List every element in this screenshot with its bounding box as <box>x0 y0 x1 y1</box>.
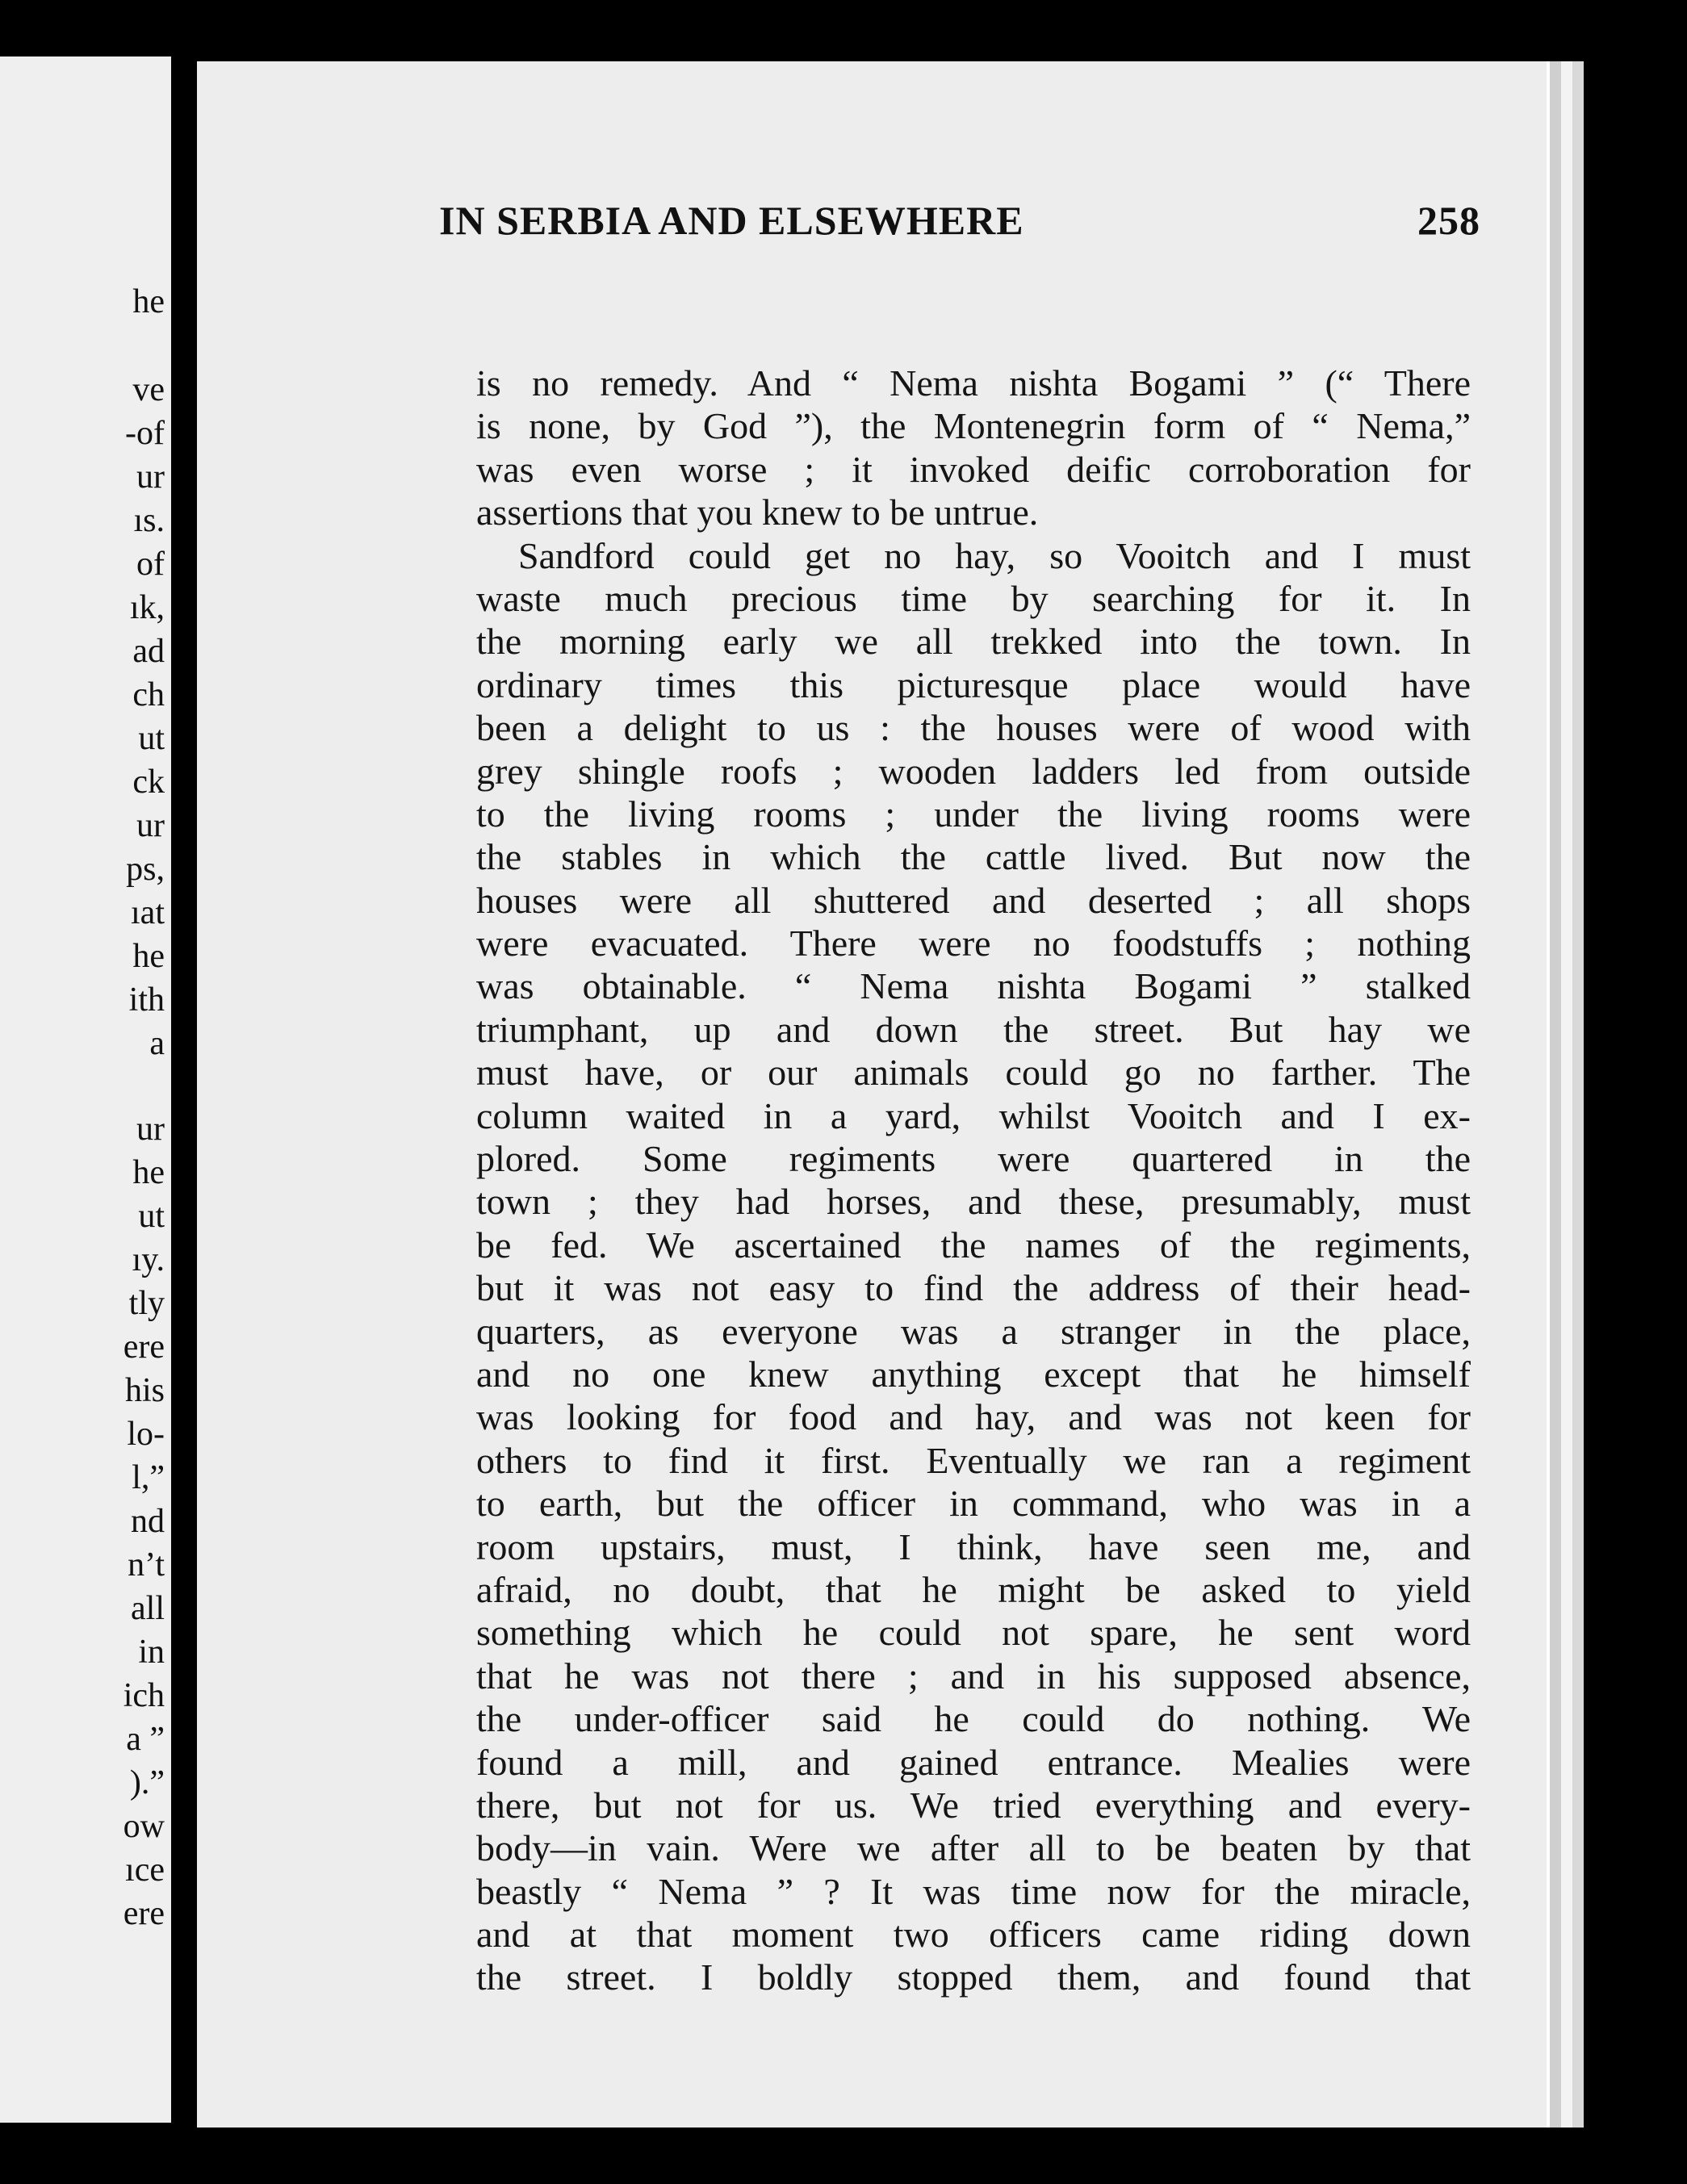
text-line: afraid, no doubt, that he might be asked to yield <box>476 1568 1471 1610</box>
text-line: to the living rooms ; under the living rooms were <box>476 793 1471 835</box>
right-page <box>197 61 1550 2128</box>
text-line: assertions that you knew to be untrue. <box>476 492 1039 533</box>
text-line: column waited in a yard, whilst Vooitch and I ex- <box>476 1094 1471 1136</box>
left-page-text: all <box>131 1590 165 1627</box>
left-page-text: ut <box>138 720 165 757</box>
left-page-text: ıce <box>125 1851 165 1889</box>
left-page-text: tly <box>128 1285 165 1322</box>
text-line: be fed. We ascertained the names of the regiments, <box>476 1224 1471 1266</box>
text-line: were evacuated. There were no foodstuffs ; nothing <box>476 923 1471 964</box>
text-line: to earth, but the officer in command, who was in a <box>476 1483 1471 1525</box>
text-line: room upstairs, must, I think, have seen me, and <box>476 1525 1471 1567</box>
left-page-text: ith <box>128 981 165 1019</box>
text-line: was even worse ; it invoked deific corroboration for <box>476 448 1471 490</box>
text-line: plored. Some regiments were quartered in the <box>476 1138 1471 1180</box>
left-page-text: ad <box>132 633 165 670</box>
text-line: houses were all shuttered and deserted ; all shops <box>476 879 1471 921</box>
text-line: ordinary times this picturesque place would have <box>476 663 1471 705</box>
left-page-text: n’t <box>128 1546 165 1584</box>
left-page-text: ere <box>123 1895 165 1932</box>
text-line: and at that moment two officers came riding down <box>476 1914 1471 1956</box>
left-page-text: -of <box>125 415 165 452</box>
left-page-text: a <box>149 1025 165 1062</box>
left-page-text: nd <box>131 1503 165 1540</box>
book-gutter <box>171 48 197 2139</box>
left-page-text: his <box>124 1372 165 1409</box>
text-line: beastly “ Nema ” ? It was time now for the miracle, <box>476 1870 1471 1912</box>
left-page-text: a ” <box>126 1721 165 1758</box>
left-page-text: he <box>132 283 165 320</box>
running-title: IN SERBIA AND ELSEWHERE <box>439 198 1024 243</box>
left-page-text: he <box>132 1154 165 1191</box>
text-line: triumphant, up and down the street. But hay we <box>476 1008 1471 1050</box>
left-page-text: ur <box>136 1111 165 1148</box>
left-page-text: l,” <box>132 1459 165 1496</box>
text-line: was obtainable. “ Nema nishta Bogami ” stalked <box>476 965 1471 1007</box>
left-page-text: ich <box>123 1677 165 1714</box>
text-line: that he was not there ; and in his supposed absence, <box>476 1655 1471 1697</box>
text-line: and no one knew anything except that he himself <box>476 1353 1471 1395</box>
text-line: Sandford could get no hay, so Vooitch and I must <box>518 534 1471 576</box>
left-page-text: ur <box>136 458 165 496</box>
text-line: the street. I boldly stopped them, and found that <box>476 1956 1471 1998</box>
text-line: body—in vain. Were we after all to be beaten by that <box>476 1827 1471 1869</box>
left-page-text: ere <box>123 1328 165 1366</box>
text-line: found a mill, and gained entrance. Mealies were <box>476 1741 1471 1783</box>
text-line: waste much precious time by searching for it. In <box>476 577 1471 619</box>
text-line: is none, by God ”), the Montenegrin form of “ Nema,” <box>476 405 1471 447</box>
left-page-text: ıy. <box>132 1241 165 1278</box>
body-text <box>476 362 1471 1999</box>
text-line: quarters, as everyone was a stranger in the place, <box>476 1310 1471 1352</box>
text-line: the under-officer said he could do nothing. We <box>476 1698 1471 1740</box>
left-page-text: ut <box>138 1198 165 1235</box>
page-number: 258 <box>1417 198 1480 243</box>
text-line: the stables in which the cattle lived. But now the <box>476 836 1471 878</box>
left-page-text: he <box>132 938 165 975</box>
text-line: grey shingle roofs ; wooden ladders led from outside <box>476 750 1471 792</box>
text-line: was looking for food and hay, and was not keen for <box>476 1396 1471 1438</box>
left-page-text: in <box>138 1634 165 1671</box>
text-line: the morning early we all trekked into the town. In <box>476 621 1471 663</box>
left-page-text: ık, <box>129 589 165 626</box>
left-page-text: ).” <box>129 1764 165 1801</box>
left-page-text: ch <box>132 676 165 713</box>
text-line: something which he could not spare, he sent word <box>476 1612 1471 1654</box>
text-line: others to find it first. Eventually we ran a regiment <box>476 1439 1471 1481</box>
left-page-text: ıat <box>131 894 165 931</box>
text-line: been a delight to us : the houses were of wood with <box>476 707 1471 749</box>
left-page-text: ur <box>136 807 165 844</box>
text-line: but it was not easy to find the address of their head- <box>476 1267 1471 1309</box>
left-page-text: ps, <box>126 851 165 888</box>
left-page-text: of <box>136 546 165 583</box>
left-page-text: lo- <box>127 1416 165 1453</box>
left-page-text: ow <box>123 1808 165 1845</box>
left-page-fragment <box>0 56 171 2123</box>
text-line: must have, or our animals could go no farther. The <box>476 1052 1471 1094</box>
text-line: town ; they had horses, and these, presumably, must <box>476 1181 1471 1223</box>
left-page-text: ve <box>132 371 165 408</box>
left-page-text: ck <box>132 764 165 801</box>
left-page-text: ıs. <box>133 502 165 539</box>
text-line: there, but not for us. We tried everything and every- <box>476 1784 1471 1826</box>
text-line: is no remedy. And “ Nema nishta Bogami ” (“ There <box>476 362 1471 404</box>
